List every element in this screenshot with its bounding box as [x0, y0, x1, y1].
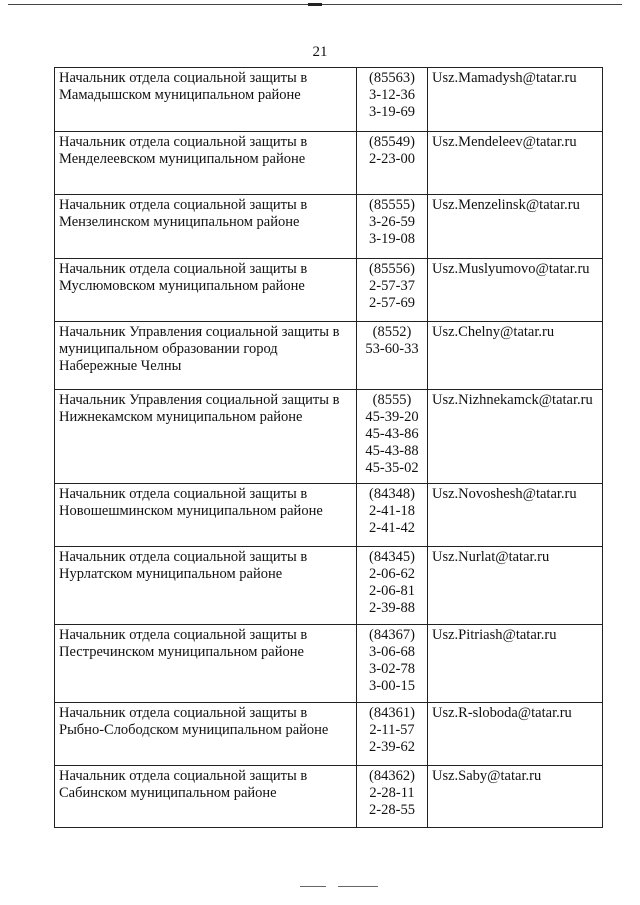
scan-edge-top	[0, 3, 640, 7]
phone-number: 3-26-59	[369, 214, 415, 230]
email-cell: Usz.Chelny@tatar.ru	[428, 322, 603, 390]
official-title-cell: Начальник отдела социальной защиты в Рыбно-Слободском муниципальном районе	[55, 703, 357, 766]
phone-area-code: (84345)	[369, 549, 415, 565]
phone-number: 2-41-18	[369, 503, 415, 519]
phone-cell	[357, 484, 428, 547]
phone-area-code: (8552)	[372, 324, 412, 340]
official-title-cell: Начальник отдела социальной защиты в Новошешминском муниципальном районе	[55, 484, 357, 547]
table-row	[55, 547, 603, 625]
phone-cell	[357, 68, 428, 132]
table-row	[55, 484, 603, 547]
phone-number: 45-39-20	[365, 409, 419, 425]
official-title-cell: Начальник отдела социальной защиты в Пестречинском муниципальном районе	[55, 625, 357, 703]
email-cell: Usz.Menzelinsk@tatar.ru	[428, 195, 603, 259]
scan-edge-bottom	[338, 886, 378, 887]
phone-area-code: (84367)	[369, 627, 415, 643]
phone-number: 2-57-37	[369, 278, 415, 294]
phone-area-code: (85556)	[369, 261, 415, 277]
email-cell: Usz.Mamadysh@tatar.ru	[428, 68, 603, 132]
phone-number: 2-28-11	[369, 785, 415, 801]
contacts-table	[54, 67, 603, 828]
email-cell: Usz.Saby@tatar.ru	[428, 766, 603, 828]
phone-number: 2-39-88	[369, 600, 415, 616]
table-row	[55, 703, 603, 766]
official-title-cell: Начальник отдела социальной защиты в Мензелинском муниципальном районе	[55, 195, 357, 259]
phone-number: 3-06-68	[369, 644, 415, 660]
phone-cell	[357, 132, 428, 195]
table-row	[55, 766, 603, 828]
table-row	[55, 132, 603, 195]
phone-area-code: (85549)	[369, 134, 415, 150]
phone-number: 3-02-78	[369, 661, 415, 677]
contacts-table-body	[55, 68, 603, 828]
phone-cell	[357, 547, 428, 625]
phone-area-code: (85555)	[369, 197, 415, 213]
phone-area-code: (84348)	[369, 486, 415, 502]
official-title-cell: Начальник отдела социальной защиты в Сабинском муниципальном районе	[55, 766, 357, 828]
phone-number: 3-19-08	[369, 231, 415, 247]
table-row	[55, 625, 603, 703]
phone-number: 2-41-42	[369, 520, 415, 536]
phone-area-code: (84362)	[369, 768, 415, 784]
phone-number: 45-43-88	[365, 443, 419, 459]
official-title-cell: Начальник отдела социальной защиты в Менделеевском муниципальном районе	[55, 132, 357, 195]
phone-number: 2-06-81	[369, 583, 415, 599]
email-cell: Usz.Nizhnekamck@tatar.ru	[428, 390, 603, 484]
phone-cell	[357, 625, 428, 703]
phone-number: 3-00-15	[369, 678, 415, 694]
phone-cell	[357, 259, 428, 322]
official-title-cell: Начальник отдела социальной защиты в Нурлатском муниципальном районе	[55, 547, 357, 625]
phone-cell	[357, 195, 428, 259]
phone-area-code: (85563)	[369, 70, 415, 86]
phone-number: 2-39-62	[369, 739, 415, 755]
email-cell: Usz.Nurlat@tatar.ru	[428, 547, 603, 625]
table-row	[55, 390, 603, 484]
table-row	[55, 322, 603, 390]
email-cell: Usz.Novoshesh@tatar.ru	[428, 484, 603, 547]
phone-number: 2-57-69	[369, 295, 415, 311]
email-cell: Usz.Mendeleev@tatar.ru	[428, 132, 603, 195]
phone-number: 3-19-69	[369, 104, 415, 120]
email-cell: Usz.R-sloboda@tatar.ru	[428, 703, 603, 766]
phone-number: 45-43-86	[365, 426, 419, 442]
table-row	[55, 68, 603, 132]
phone-number: 2-23-00	[369, 151, 415, 167]
official-title-cell: Начальник Управления социальной защиты в муниципальном образовании город Набережные Челны	[55, 322, 357, 390]
phone-number: 45-35-02	[365, 460, 419, 476]
scan-edge-bottom	[300, 886, 326, 887]
email-cell: Usz.Muslyumovo@tatar.ru	[428, 259, 603, 322]
official-title-cell: Начальник отдела социальной защиты в Муслюмовском муниципальном районе	[55, 259, 357, 322]
phone-area-code: (8555)	[372, 392, 412, 408]
phone-number: 2-28-55	[369, 802, 415, 818]
page-number: 21	[312, 44, 328, 60]
phone-cell	[357, 766, 428, 828]
official-title-cell: Начальник Управления социальной защиты в Нижнекамском муниципальном районе	[55, 390, 357, 484]
phone-number: 3-12-36	[369, 87, 415, 103]
phone-number: 2-11-57	[369, 722, 415, 738]
phone-number: 2-06-62	[369, 566, 415, 582]
table-row	[55, 259, 603, 322]
phone-number: 53-60-33	[365, 341, 419, 357]
table-row	[55, 195, 603, 259]
official-title-cell: Начальник отдела социальной защиты в Мамадышском муниципальном районе	[55, 68, 357, 132]
phone-cell	[357, 703, 428, 766]
email-cell: Usz.Pitriash@tatar.ru	[428, 625, 603, 703]
phone-cell	[357, 322, 428, 390]
phone-area-code: (84361)	[369, 705, 415, 721]
phone-cell	[357, 390, 428, 484]
